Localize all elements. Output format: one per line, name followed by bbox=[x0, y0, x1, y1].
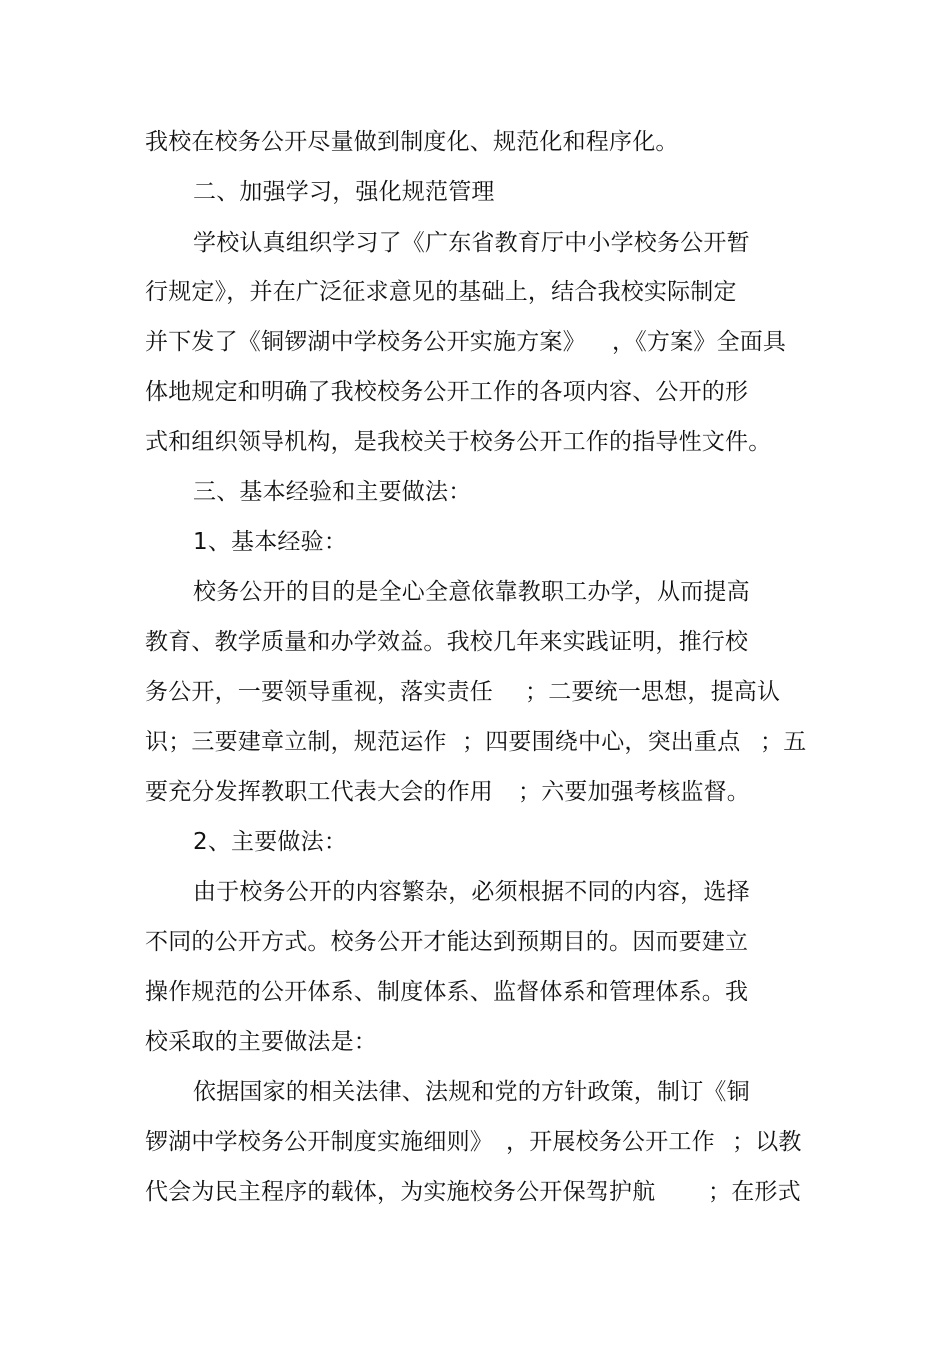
section-heading: 二、加强学习，强化规范管理 bbox=[193, 179, 495, 205]
text-line: 识；三要建章立制，规范运作 bbox=[145, 729, 447, 755]
text-line: 依据国家的相关法律、法规和党的方针政策，制订《铜 bbox=[193, 1079, 750, 1105]
text-line: ；以教 bbox=[732, 1129, 802, 1155]
text-line: 由于校务公开的内容繁杂，必须根据不同的内容，选择 bbox=[193, 879, 750, 905]
text-line: 代会为民主程序的载体，为实施校务公开保驾护航 bbox=[145, 1179, 656, 1205]
text-line: 学校认真组织学习了《广东省教育厅中小学校务公开暂 bbox=[193, 230, 750, 256]
section-heading: 三、基本经验和主要做法： bbox=[193, 479, 472, 505]
text-line: 校采取的主要做法是： bbox=[145, 1029, 377, 1055]
text-line: ；五 bbox=[760, 729, 807, 755]
text-line: ；在形式 bbox=[708, 1179, 801, 1205]
text-line: ，开展校务公开工作 bbox=[506, 1129, 715, 1155]
text-line: 教育、教学质量和办学效益。我校几年来实践证明，推行校 bbox=[145, 629, 749, 655]
text-line: ；六要加强考核监督。 bbox=[518, 779, 750, 805]
text-line: 锣湖中学校务公开制度实施细则》 bbox=[145, 1129, 493, 1155]
text-line: 我校在校务公开尽量做到制度化、规范化和程序化。 bbox=[145, 129, 679, 155]
text-line: 行规定》，并在广泛征求意见的基础上，结合我校实际制定 bbox=[145, 279, 737, 305]
text-line: 并下发了《铜锣湖中学校务公开实施方案》 bbox=[145, 329, 586, 355]
text-line: 体地规定和明确了我校校务公开工作的各项内容、公开的形 bbox=[145, 379, 749, 405]
subsection-heading: 2、主要做法： bbox=[193, 829, 348, 855]
text-line: 务公开，一要领导重视，落实责任 bbox=[145, 679, 493, 705]
text-line: ；四要围绕中心，突出重点 bbox=[462, 729, 741, 755]
text-line: 校务公开的目的是全心全意依靠教职工办学，从而提高 bbox=[193, 579, 750, 605]
text-line: 不同的公开方式。校务公开才能达到预期目的。因而要建立 bbox=[145, 929, 749, 955]
text-line: 式和组织领导机构，是我校关于校务公开工作的指导性文件。 bbox=[145, 429, 772, 455]
text-line: 操作规范的公开体系、制度体系、监督体系和管理体系。我 bbox=[145, 979, 749, 1005]
subsection-heading: 1、基本经验： bbox=[193, 529, 348, 555]
text-line: ，《方案》全面具 bbox=[612, 329, 787, 355]
text-line: 要充分发挥教职工代表大会的作用 bbox=[145, 779, 493, 805]
text-line: ；二要统一思想，提高认 bbox=[525, 679, 781, 705]
